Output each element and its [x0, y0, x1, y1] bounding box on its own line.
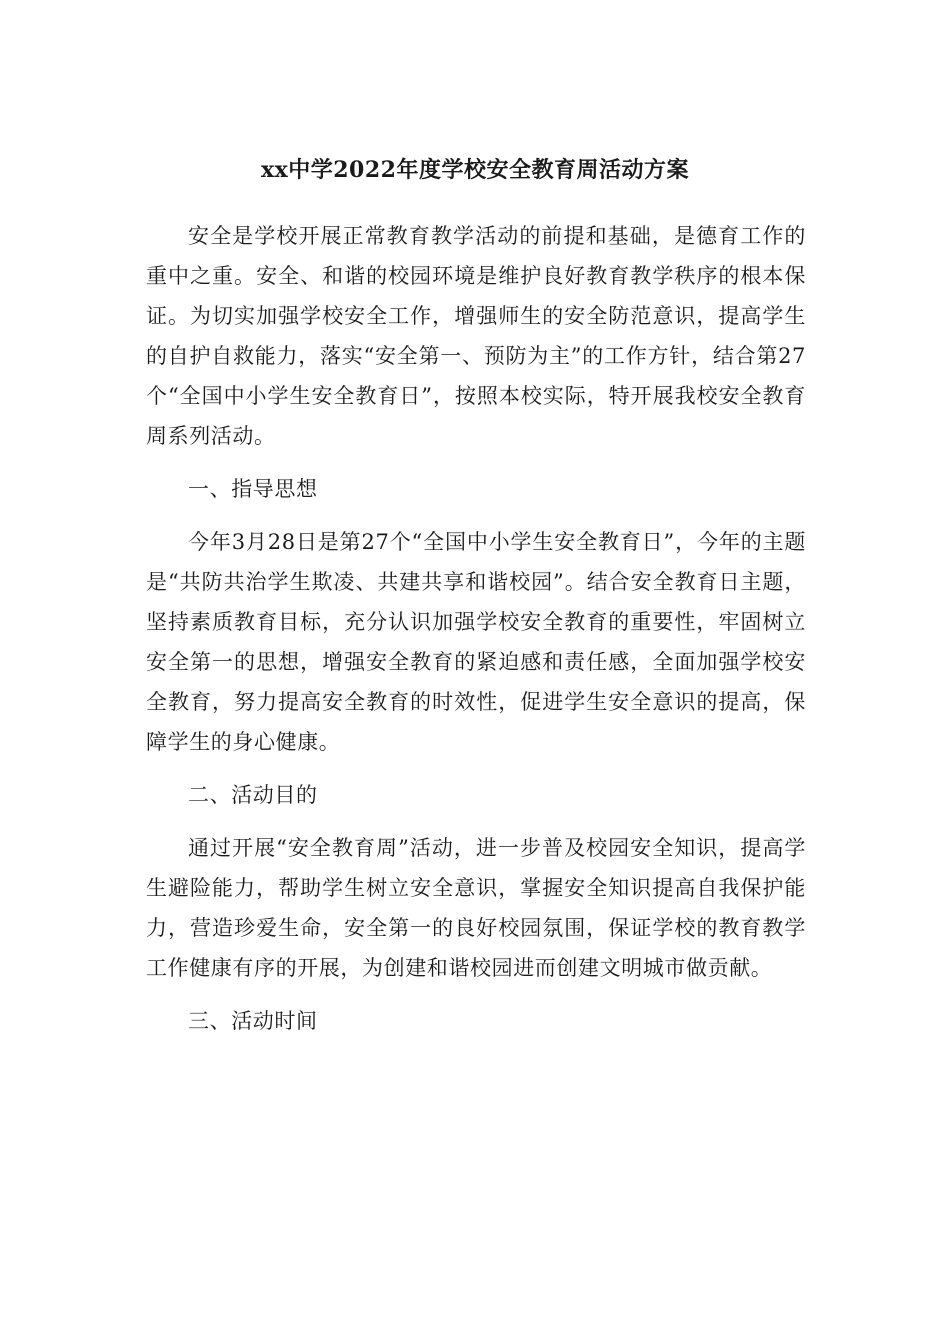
section-paragraph-guiding-ideology: 今年3月28日是第27个“全国中小学生安全教育日”，今年的主题是“共防共治学生欺凌、共建共享和谐校园”。结合安全教育日主题，坚持素质教育目标，充分认识加强学校安全教育的重要性，牢固树立安全第一的思想，增强安全教育的紧迫感和责任感，全面加强学校安全教育，努力提高安全教育的时效性，促进学生安全意识的提高，保障学生的身心健康。	[146, 530, 806, 754]
document-title: xx中学2022年度学校安全教育周活动方案	[261, 157, 689, 183]
document-body	[146, 216, 806, 1041]
intro-paragraph: 安全是学校开展正常教育教学活动的前提和基础，是德育工作的重中之重。安全、和谐的校园环境是维护良好教育教学秩序的根本保证。为切实加强学校安全工作，增强师生的安全防范意识，提高学生的自护自救能力，落实“安全第一、预防为主”的工作方针，结合第27个“全国中小学生安全教育日”，按照本校实际，特开展我校安全教育周系列活动。	[146, 224, 806, 448]
section-heading-guiding-ideology: 一、指导思想	[188, 477, 318, 501]
section-heading-activity-time: 三、活动时间	[188, 1009, 318, 1033]
section-paragraph-activity-purpose: 通过开展“安全教育周”活动，进一步普及校园安全知识，提高学生避险能力，帮助学生树立安全意识，掌握安全知识提高自我保护能力，营造珍爱生命，安全第一的良好校园氛围，保证学校的教育教学工作健康有序的开展，为创建和谐校园进而创建文明城市做贡献。	[146, 836, 806, 980]
section-heading-activity-purpose: 二、活动目的	[188, 783, 318, 807]
